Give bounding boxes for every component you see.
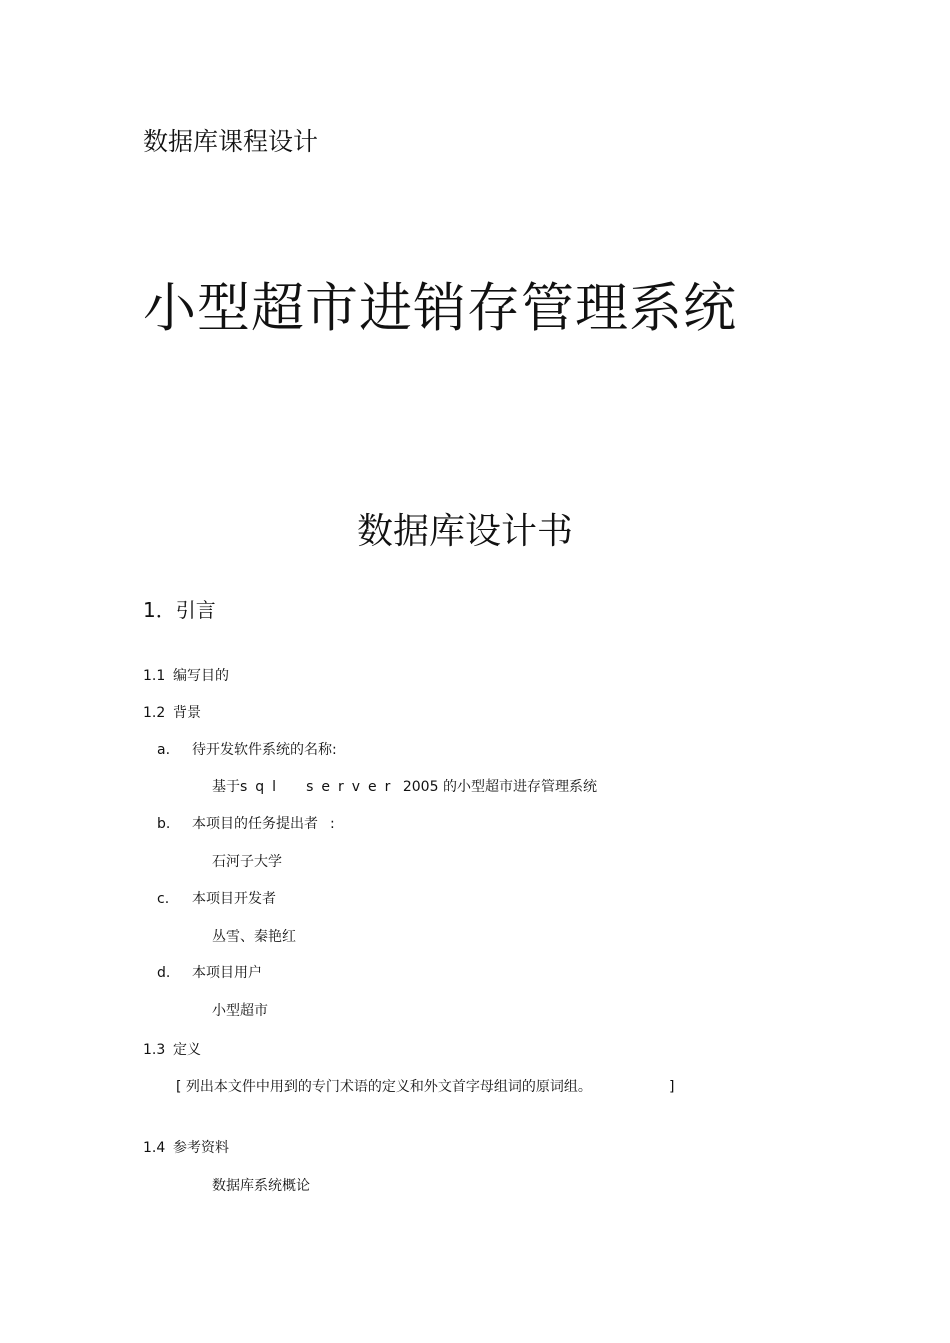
section-1-3-heading xyxy=(143,1040,201,1060)
list-item-c xyxy=(157,889,276,909)
main-title: 小型超市进销存管理系统 xyxy=(143,278,737,339)
list-item-d-value: 小型超市 xyxy=(212,1003,268,1019)
section-title: 编写目的 xyxy=(173,668,229,684)
list-marker: d. xyxy=(157,965,171,981)
value-server: server xyxy=(306,779,399,795)
list-item-a-value xyxy=(212,777,597,797)
section-title: 定义 xyxy=(173,1042,201,1058)
value-prefix: 基于 xyxy=(212,779,240,795)
section-number: 1.2 xyxy=(143,705,166,721)
section-1-4-heading xyxy=(143,1138,229,1158)
list-marker: a. xyxy=(157,742,171,758)
book-title: 数据库设计书 xyxy=(356,511,573,552)
list-item-colon: : xyxy=(330,816,335,832)
section-number: 1.4 xyxy=(143,1140,166,1156)
list-marker: c. xyxy=(157,891,170,907)
list-item-label: 本项目用户 xyxy=(192,965,262,981)
list-item-c-value: 丛雪、秦艳红 xyxy=(212,929,296,945)
list-item-d xyxy=(157,963,262,983)
list-item-b-value: 石河子大学 xyxy=(212,854,282,870)
course-title: 数据库课程设计 xyxy=(143,127,319,156)
section-number: 1.1 xyxy=(143,668,166,684)
list-item-label: 本项目开发者 xyxy=(192,891,276,907)
section-1-2-heading xyxy=(143,703,201,723)
section-number: 1.3 xyxy=(143,1042,166,1058)
value-sql: sql xyxy=(240,779,285,795)
list-item-label: 本项目的任务提出者 xyxy=(192,816,318,832)
section-title: 背景 xyxy=(173,705,201,721)
list-item-label: 待开发软件系统的名称: xyxy=(192,742,337,758)
section-1-1-heading xyxy=(143,666,229,686)
definition-note-close: ] xyxy=(669,1079,675,1095)
section-title: 参考资料 xyxy=(173,1140,229,1156)
list-item-a xyxy=(157,740,337,760)
section-heading-intro: 1．引言 xyxy=(143,598,216,622)
list-item-b xyxy=(157,814,335,834)
reference-item: 数据库系统概论 xyxy=(212,1178,310,1194)
list-marker: b. xyxy=(157,816,171,832)
value-suffix: 2005 的小型超市进存管理系统 xyxy=(402,779,597,795)
definition-note: [ 列出本文件中用到的专门术语的定义和外文首字母组词的原词组。 xyxy=(176,1079,592,1095)
